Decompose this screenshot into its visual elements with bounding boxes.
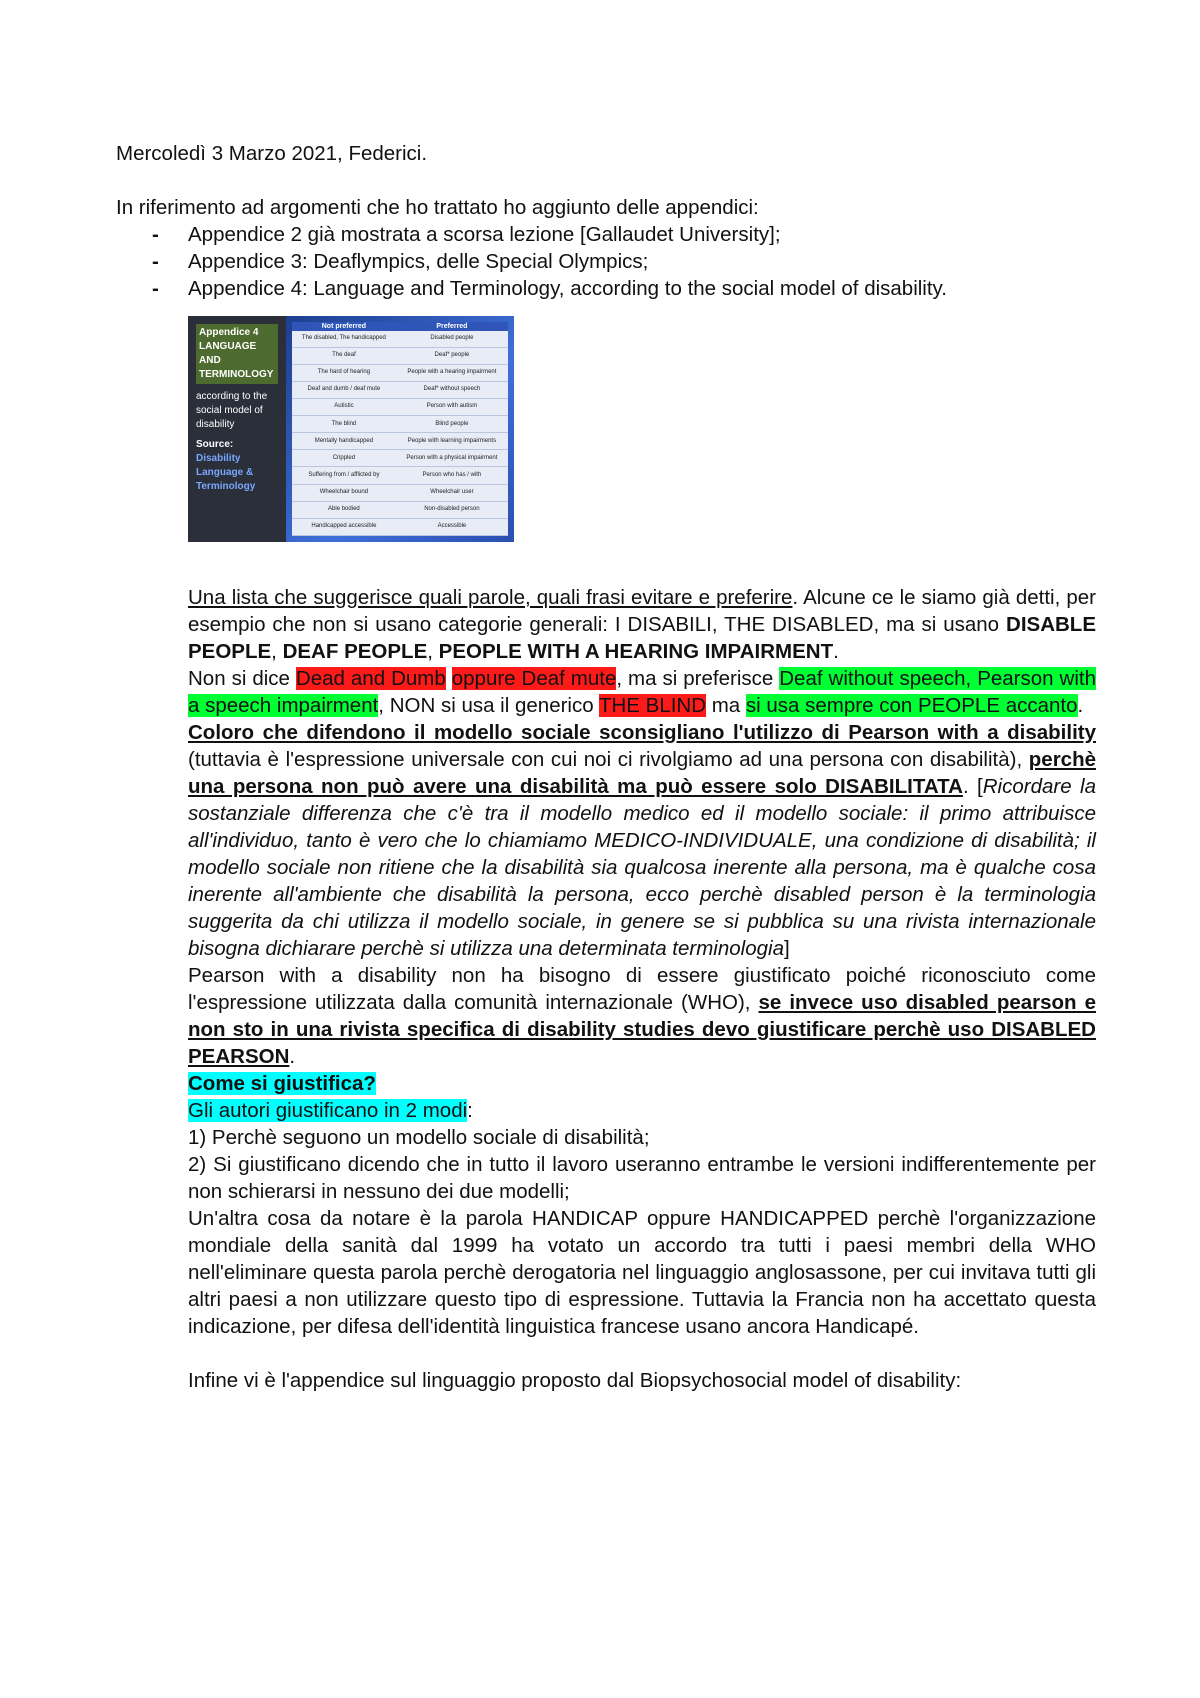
table-cell: Able bodied <box>292 501 396 518</box>
table-row <box>292 416 508 433</box>
table-cell: Person who has / with <box>396 467 508 484</box>
text-run: , NON si usa il generico <box>378 694 599 717</box>
text-run: Non si dice <box>188 667 296 690</box>
text-run: ma <box>706 694 746 717</box>
highlight-red: THE BLIND <box>598 694 707 717</box>
terminology-table <box>292 322 508 536</box>
table-cell: Non-disabled person <box>396 501 508 518</box>
appendix-list <box>116 221 1096 302</box>
table-cell: Autistic <box>292 398 396 415</box>
list-item: - Appendice 2 già mostrata a scorsa lezione [Gallaudet University]; <box>116 221 1096 248</box>
spacer <box>116 1340 1096 1367</box>
text-run: ] <box>783 937 790 960</box>
table-cell: Handicapped accessible <box>292 518 396 535</box>
table-header-cell: Not preferred <box>292 322 396 331</box>
table-cell: Person with a physical impairment <box>396 450 508 467</box>
text-run: Pearson with a disability non ha bisogno di essere giustificato poiché riconosciuto come l'espressione utilizzata dalla comunità internazionale (WHO), <box>188 964 1096 1014</box>
table-cell: The hard of hearing <box>292 364 396 381</box>
slide-subtitle: according to the social model of disability <box>196 391 268 430</box>
table-cell: Accessible <box>396 518 508 535</box>
paragraph-highlighted-terms <box>188 665 1096 719</box>
table-row <box>292 484 508 501</box>
table-header-row <box>292 322 508 331</box>
table-cell: Person with autism <box>396 398 508 415</box>
table-row <box>292 433 508 450</box>
table-row <box>292 347 508 364</box>
text-run: . <box>1077 694 1084 717</box>
table-cell: Crippled <box>292 450 396 467</box>
text-run <box>446 667 452 690</box>
table-cell: The disabled, The handicapped <box>292 331 396 347</box>
table-cell: Mentally handicapped <box>292 433 396 450</box>
table-cell: Disabled people <box>396 331 508 347</box>
bold-underlined-text: se invece uso disabled pearson e non sto in una rivista specifica di disability studies devo giustificare perchè uso DISABLED PEARSON <box>188 991 1096 1068</box>
slide-source <box>196 438 278 494</box>
highlight-green: si usa sempre con PEOPLE accanto <box>745 694 1078 717</box>
table-cell: The deaf <box>292 347 396 364</box>
slide-table-panel <box>286 316 514 542</box>
text-run: , ma si preferisce <box>616 667 780 690</box>
table-cell: Suffering from / afflicted by <box>292 467 396 484</box>
slide-title: Appendice 4 LANGUAGE AND TERMINOLOGY <box>196 324 278 384</box>
table-cell: Wheelchair user <box>396 484 508 501</box>
table-row <box>292 364 508 381</box>
text-run: , <box>271 640 283 663</box>
bold-term: DISABLE PEOPLE <box>188 613 1096 663</box>
paragraph-biopsychosocial: Infine vi è l'appendice sul linguaggio proposto dal Biopsychosocial model of disability: <box>188 1369 962 1392</box>
bold-underlined-text: Coloro che difendono il modello sociale sconsigliano l'utilizzo di Pearson with a disability <box>188 721 1096 744</box>
table-cell: People with a hearing impairment <box>396 364 508 381</box>
appendix-slide-image <box>188 316 514 542</box>
text-run: . [ <box>962 775 983 798</box>
list-item: - Appendice 3: Deaflympics, delle Special Olympics; <box>116 248 1096 275</box>
table-cell: Deaf* without speech <box>396 381 508 398</box>
highlight-cyan: Gli autori giustificano in 2 modi <box>188 1099 468 1122</box>
bold-underlined-text: perchè una persona non può avere una disabilità ma può essere solo DISABILITATA <box>188 748 1096 798</box>
slide-source-value: Disability Language & Terminology <box>196 453 256 492</box>
date-line: Mercoledì 3 Marzo 2021, Federici. <box>116 142 428 165</box>
text-run: , <box>427 640 439 663</box>
question-heading <box>188 1070 1096 1097</box>
text-run: (tuttavia è l'espressione universale con cui noi ci rivolgiamo ad una persona con disabilità), <box>188 748 1029 771</box>
paragraph-list-intro <box>188 584 1096 665</box>
point-1: 1) Perchè seguono un modello sociale di disabilità; <box>188 1126 650 1149</box>
table-cell: People with learning impairments <box>396 433 508 450</box>
slide-source-label: Source: <box>196 439 234 450</box>
table-cell: Wheelchair bound <box>292 484 396 501</box>
table-cell: The blind <box>292 416 396 433</box>
document-page <box>116 140 1096 1394</box>
highlight-green: Deaf without speech, Pearson with a speech impairment <box>188 667 1096 717</box>
table-header-cell: Preferred <box>396 322 508 331</box>
bold-term: PEOPLE WITH A HEARING IMPAIRMENT <box>438 640 834 663</box>
text-run: . <box>289 1045 296 1068</box>
intro-paragraph: In riferimento ad argomenti che ho trattato ho aggiunto delle appendici: <box>116 196 759 219</box>
table-row <box>292 518 508 535</box>
table-body <box>292 331 508 536</box>
list-item: - Appendice 4: Language and Terminology, according to the social model of disability. <box>116 275 1096 302</box>
table-row <box>292 331 508 347</box>
paragraph-handicap: Un'altra cosa da notare è la parola HANDICAP oppure HANDICAPPED perchè l'organizzazione mondiale della sanità dal 1999 ha votato un accordo tra tutti i paesi membri della WHO nell'eliminare questa parola perchè derogatoria nel linguaggio anglosassone, per cui invitava tutti gli altri paesi a non utilizzare questo tipo di espressione. Tuttavia la Francia non ha accettato questa indicazione, per difesa dell'identità linguistica francese usano ancora Handicapé. <box>188 1207 1096 1338</box>
table-cell: Deaf* people <box>396 347 508 364</box>
text-run: . <box>833 640 839 663</box>
table-row <box>292 501 508 518</box>
highlight-red: oppure Deaf mute <box>451 667 617 690</box>
spacer <box>116 167 1096 194</box>
paragraph-pearson <box>188 962 1096 1070</box>
table-row <box>292 450 508 467</box>
text-run: : <box>467 1099 473 1122</box>
highlight-cyan: Come si giustifica? <box>188 1072 376 1095</box>
table-cell: Blind people <box>396 416 508 433</box>
slide-sidebar <box>188 316 286 542</box>
highlight-red: Dead and Dumb <box>295 667 446 690</box>
text-run: . Alcune ce le siamo già detti, per esempio che non si usano categorie generali: I DISABILI, THE DISABLED, ma si usano <box>188 586 1096 636</box>
answer-line <box>188 1097 1096 1124</box>
table-row <box>292 398 508 415</box>
table-row <box>292 467 508 484</box>
point-2: 2) Si giustificano dicendo che in tutto il lavoro useranno entrambe le versioni indifferentemente per non schierarsi in nessuno dei due modelli; <box>188 1153 1096 1203</box>
bold-term: DEAF PEOPLE <box>282 640 428 663</box>
italic-note: Ricordare la sostanziale differenza che c'è tra il modello medico ed il modello sociale: il primo attribuisce all'individuo, tanto è vero che lo chiamiamo MEDICO-INDIVIDUALE, una condizione di disabilità; il modello sociale non ritiene che la disabilità sia qualcosa inerente alla persona, ma è qualche cosa inerente all'ambiente che disabilità la persona, ecco perchè disabled person è la terminologia suggerita da chi utilizza il modello sociale, in genere se si pubblica su una rivista internazionale bisogna dichiarare perchè si utilizza una determinata terminologia <box>188 775 1096 960</box>
table-row <box>292 381 508 398</box>
underlined-text: Una lista che suggerisce quali parole, quali frasi evitare e preferire <box>188 586 793 609</box>
paragraph-social-model <box>188 719 1096 962</box>
table-cell: Deaf and dumb / deaf mute <box>292 381 396 398</box>
